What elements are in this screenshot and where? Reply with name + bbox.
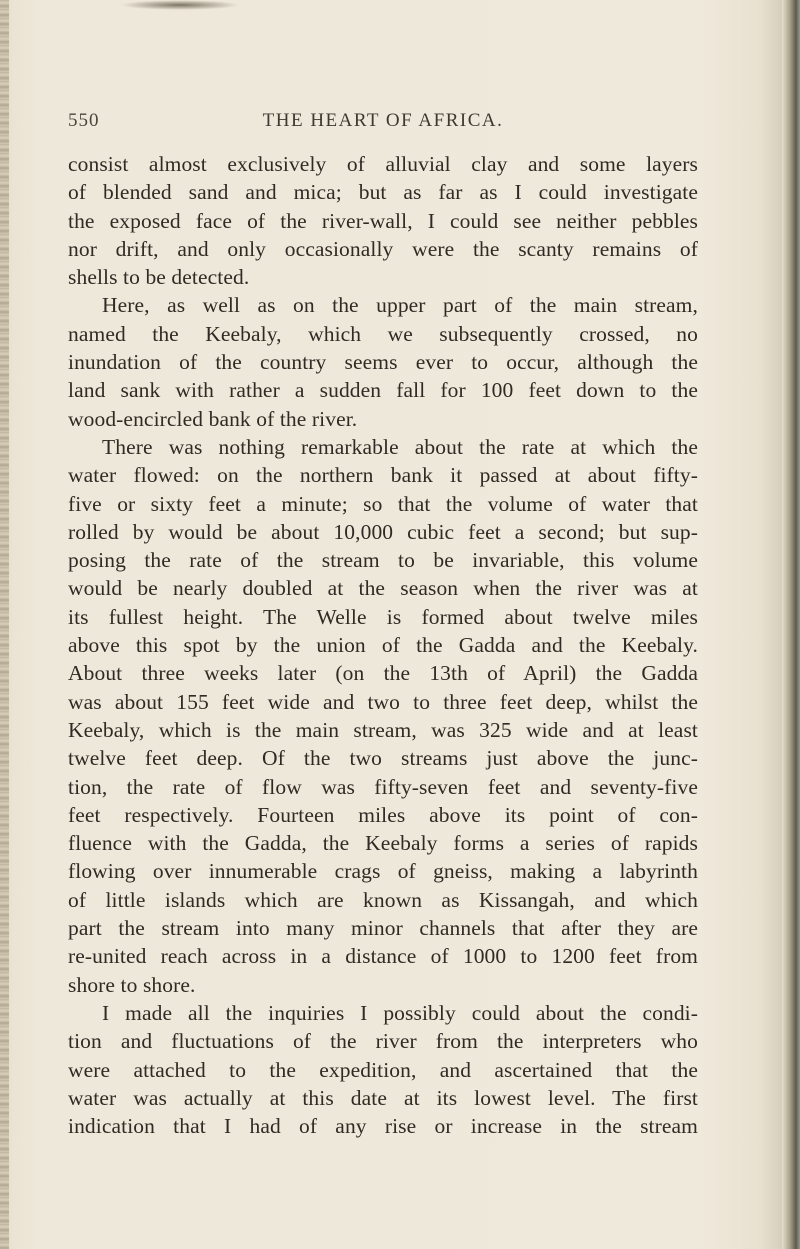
text-line: five or sixty feet a minute; so that the volume of water that xyxy=(68,491,698,516)
text-line: feet respectively. Fourteen miles above its point of con- xyxy=(68,802,698,827)
text-line: water flowed: on the northern bank it passed at about fifty- xyxy=(68,463,698,488)
text-line: About three weeks later (on the 13th of April) the Gadda xyxy=(68,661,698,686)
page-header xyxy=(68,110,698,140)
page-left-edge xyxy=(0,0,9,1249)
text-line: land sank with rather a sudden fall for 100 feet down to the xyxy=(68,378,698,403)
text-line: shore to shore. xyxy=(68,972,196,997)
text-line: was about 155 feet wide and two to three feet deep, whilst the xyxy=(68,689,698,714)
text-line: its fullest height. The Welle is formed about twelve miles xyxy=(68,604,698,629)
text-line: flowing over innumerable crags of gneiss, making a labyrinth xyxy=(68,859,698,884)
text-line: rolled by would be about 10,000 cubic feet a second; but sup- xyxy=(68,519,698,544)
text-line: part the stream into many minor channels that after they are xyxy=(68,916,698,941)
text-line: were attached to the expedition, and ascertained that the xyxy=(68,1057,698,1082)
text-line: indication that I had of any rise or increase in the stream xyxy=(68,1114,698,1139)
text-line: wood-encircled bank of the river. xyxy=(68,406,358,431)
text-line: tion, the rate of flow was fifty-seven feet and seventy-five xyxy=(68,774,698,799)
text-line: inundation of the country seems ever to occur, although the xyxy=(68,350,698,375)
text-line: twelve feet deep. Of the two streams just above the junc- xyxy=(68,746,698,771)
running-head: THE HEART OF AFRICA. xyxy=(262,110,504,131)
text-line: would be nearly doubled at the season when the river was at xyxy=(68,576,698,601)
text-line: water was actually at this date at its lowest level. The first xyxy=(68,1085,698,1110)
text-line: nor drift, and only occasionally were the scanty remains of xyxy=(68,236,698,261)
text-line: Here, as well as on the upper part of the main stream, xyxy=(102,293,698,318)
text-line: I made all the inquiries I possibly could about the condi- xyxy=(102,1000,698,1025)
text-line: There was nothing remarkable about the rate at which the xyxy=(102,434,698,459)
page-right-edge-binding xyxy=(782,0,800,1249)
page-number: 550 xyxy=(68,110,100,131)
text-line: of blended sand and mica; but as far as I could investigate xyxy=(68,180,698,205)
text-line: re-united reach across in a distance of 1000 to 1200 feet from xyxy=(68,944,698,969)
text-line: posing the rate of the stream to be invariable, this volume xyxy=(68,548,698,573)
text-line: named the Keebaly, which we subsequently crossed, no xyxy=(68,321,698,346)
text-line: fluence with the Gadda, the Keebaly forms a series of rapids xyxy=(68,831,698,856)
text-line: tion and fluctuations of the river from the interpreters who xyxy=(68,1029,698,1054)
body-text xyxy=(68,150,698,1140)
text-line: shells to be detected. xyxy=(68,265,250,290)
text-line: above this spot by the union of the Gadda and the Keebaly. xyxy=(68,633,698,658)
text-line: Keebaly, which is the main stream, was 325 wide and at least xyxy=(68,717,698,742)
text-line: of little islands which are known as Kissangah, and which xyxy=(68,887,698,912)
text-line: consist almost exclusively of alluvial clay and some layers xyxy=(68,152,698,176)
text-line: the exposed face of the river-wall, I could see neither pebbles xyxy=(68,208,698,233)
page-top-smudge xyxy=(120,0,240,10)
